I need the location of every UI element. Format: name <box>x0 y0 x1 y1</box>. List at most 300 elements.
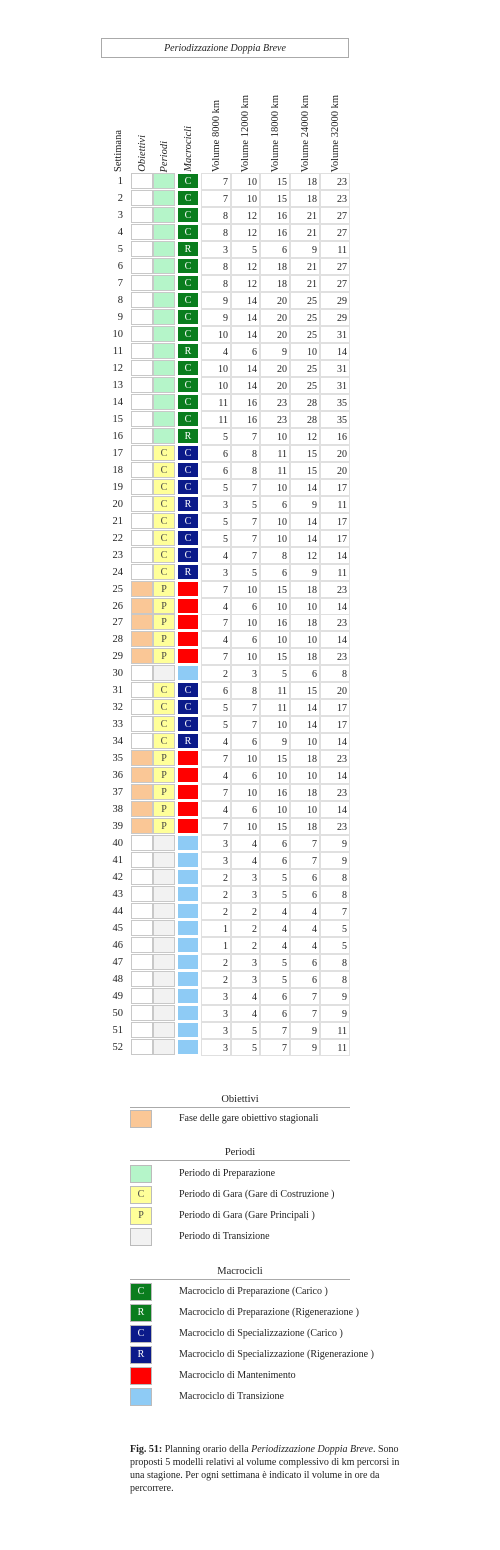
volume-cell: 17 <box>320 716 350 733</box>
volume-cell: 25 <box>290 309 320 326</box>
objective-cell <box>131 428 153 444</box>
period-cell <box>153 1039 175 1055</box>
header-volume-12000: Volume 12000 km <box>240 94 251 172</box>
volume-cell: 10 <box>290 767 320 784</box>
volume-cell: 6 <box>260 564 290 581</box>
volume-cell: 3 <box>231 954 260 971</box>
table-row <box>103 224 353 241</box>
caption-body: . Sono proposti 5 modelli relativi al volume complessivo di km percorsi in una stagione. Per ogni settimana è indicato il volume in ore da percorrere. <box>130 1444 400 1494</box>
week-number: 49 <box>112 991 123 1003</box>
volume-cell: 5 <box>260 869 290 886</box>
macrocycle-cell <box>177 971 199 987</box>
week-number: 8 <box>117 294 123 306</box>
volume-cell: 16 <box>260 784 290 801</box>
objective-cell <box>131 462 153 478</box>
table-title: Periodizzazione Doppia Breve <box>101 38 349 58</box>
volume-cell: 18 <box>290 581 320 598</box>
period-cell <box>153 173 175 189</box>
macrocycle-cell <box>177 750 199 766</box>
objective-cell <box>131 869 153 885</box>
legend-swatch: R <box>130 1346 152 1364</box>
volume-cell: 23 <box>320 581 350 598</box>
legend-item <box>130 1207 430 1225</box>
volume-cell: 25 <box>290 326 320 343</box>
volume-cell: 14 <box>290 479 320 496</box>
table-row <box>103 767 353 784</box>
period-cell <box>153 207 175 223</box>
table-row <box>103 428 353 445</box>
period-cell <box>153 309 175 325</box>
table-row <box>103 869 353 886</box>
volume-cell: 20 <box>260 326 290 343</box>
volume-cell: 7 <box>201 818 231 835</box>
table-row <box>103 190 353 207</box>
volume-cell: 4 <box>260 937 290 954</box>
table-row <box>103 971 353 988</box>
macrocycle-cell: C <box>177 462 199 478</box>
volume-cell: 21 <box>290 258 320 275</box>
volume-cell: 14 <box>320 733 350 750</box>
volume-cell: 5 <box>231 496 260 513</box>
objective-cell <box>131 784 153 800</box>
week-number: 37 <box>112 787 123 799</box>
legend-swatch: C <box>130 1186 152 1204</box>
volume-cell: 25 <box>290 377 320 394</box>
volume-cell: 18 <box>290 750 320 767</box>
objective-cell <box>131 1005 153 1021</box>
volume-cell: 11 <box>320 564 350 581</box>
volume-cell: 2 <box>201 971 231 988</box>
legend-item <box>130 1367 430 1385</box>
volume-cell: 11 <box>260 699 290 716</box>
volume-cell: 14 <box>290 716 320 733</box>
volume-cell: 3 <box>201 496 231 513</box>
legend-item <box>130 1228 430 1246</box>
volume-cell: 20 <box>320 682 350 699</box>
volume-cell: 11 <box>201 411 231 428</box>
volume-cell: 2 <box>201 869 231 886</box>
table-row <box>103 988 353 1005</box>
volume-cell: 25 <box>290 360 320 377</box>
table-row <box>103 564 353 581</box>
table-row <box>103 733 353 750</box>
period-cell: P <box>153 598 175 614</box>
volume-cell: 16 <box>231 411 260 428</box>
table-row <box>103 411 353 428</box>
legend-swatch: R <box>130 1304 152 1322</box>
period-cell: C <box>153 513 175 529</box>
volume-cell: 10 <box>260 530 290 547</box>
macrocycle-cell <box>177 598 199 614</box>
period-cell: P <box>153 801 175 817</box>
period-cell: P <box>153 648 175 664</box>
table-row <box>103 954 353 971</box>
macrocycle-cell: C <box>177 682 199 698</box>
volume-cell: 6 <box>231 631 260 648</box>
volume-cell: 7 <box>201 648 231 665</box>
objective-cell <box>131 581 153 597</box>
table-row <box>103 360 353 377</box>
volume-cell: 4 <box>201 631 231 648</box>
week-number: 12 <box>112 362 123 374</box>
volume-cell: 6 <box>260 835 290 852</box>
volume-cell: 6 <box>231 598 260 615</box>
volume-cell: 10 <box>231 648 260 665</box>
legend-item <box>130 1304 430 1322</box>
volume-cell: 3 <box>201 852 231 869</box>
volume-cell: 18 <box>290 648 320 665</box>
macrocycle-cell: C <box>177 309 199 325</box>
week-number: 48 <box>112 974 123 986</box>
volume-cell: 7 <box>231 716 260 733</box>
macrocycle-cell: R <box>177 733 199 749</box>
volume-cell: 8 <box>231 445 260 462</box>
week-number: 34 <box>112 736 123 748</box>
table-row <box>103 716 353 733</box>
period-cell <box>153 275 175 291</box>
legend-macro-title: Macrocicli <box>130 1266 350 1280</box>
period-cell <box>153 665 175 681</box>
week-number: 10 <box>112 328 123 340</box>
table-row <box>103 920 353 937</box>
period-cell: P <box>153 631 175 647</box>
volume-cell: 31 <box>320 326 350 343</box>
period-cell <box>153 411 175 427</box>
volume-cell: 10 <box>231 614 260 631</box>
legend-item <box>130 1186 430 1204</box>
table-row <box>103 530 353 547</box>
volume-cell: 5 <box>231 241 260 258</box>
macrocycle-cell: C <box>177 258 199 274</box>
header-volume-8000: Volume 8000 km <box>210 99 222 172</box>
objective-cell <box>131 682 153 698</box>
period-cell: C <box>153 462 175 478</box>
volume-cell: 5 <box>320 937 350 954</box>
table-row <box>103 1039 353 1056</box>
volume-cell: 2 <box>201 886 231 903</box>
legend-text: Macrociclo di Specializzazione (Rigenerazione ) <box>179 1349 374 1360</box>
period-cell: C <box>153 733 175 749</box>
period-cell: C <box>153 547 175 563</box>
table-row <box>103 309 353 326</box>
volume-cell: 10 <box>201 377 231 394</box>
volume-cell: 7 <box>231 428 260 445</box>
macrocycle-cell: C <box>177 377 199 393</box>
volume-cell: 14 <box>290 699 320 716</box>
objective-cell <box>131 750 153 766</box>
week-number: 45 <box>112 923 123 935</box>
volume-cell: 11 <box>201 394 231 411</box>
table-row <box>103 241 353 258</box>
table-row <box>103 903 353 920</box>
volume-cell: 7 <box>290 852 320 869</box>
week-number: 25 <box>112 583 123 595</box>
objective-cell <box>131 903 153 919</box>
volume-cell: 23 <box>320 190 350 207</box>
volume-cell: 11 <box>260 445 290 462</box>
week-number: 17 <box>112 447 123 459</box>
volume-cell: 4 <box>201 733 231 750</box>
objective-cell <box>131 988 153 1004</box>
volume-cell: 23 <box>320 818 350 835</box>
macrocycle-cell: R <box>177 428 199 444</box>
week-number: 14 <box>112 396 123 408</box>
volume-cell: 31 <box>320 377 350 394</box>
objective-cell <box>131 852 153 868</box>
volume-cell: 5 <box>231 1022 260 1039</box>
volume-cell: 10 <box>290 733 320 750</box>
volume-cell: 15 <box>260 581 290 598</box>
volume-cell: 8 <box>320 954 350 971</box>
week-number: 38 <box>112 804 123 816</box>
volume-cell: 11 <box>320 1022 350 1039</box>
macrocycle-cell <box>177 614 199 630</box>
objective-cell <box>131 716 153 732</box>
volume-cell: 6 <box>260 496 290 513</box>
objective-cell <box>131 598 153 614</box>
volume-cell: 1 <box>201 920 231 937</box>
objective-cell <box>131 207 153 223</box>
week-number: 16 <box>112 430 123 442</box>
volume-cell: 14 <box>231 326 260 343</box>
volume-cell: 5 <box>201 699 231 716</box>
volume-cell: 12 <box>231 275 260 292</box>
legend-text: Periodo di Gara (Gare di Costruzione ) <box>179 1189 335 1200</box>
volume-cell: 31 <box>320 360 350 377</box>
volume-cell: 23 <box>320 750 350 767</box>
volume-cell: 2 <box>201 903 231 920</box>
macrocycle-cell: C <box>177 224 199 240</box>
volume-cell: 15 <box>290 445 320 462</box>
volume-cell: 14 <box>320 343 350 360</box>
volume-cell: 3 <box>231 665 260 682</box>
volume-cell: 11 <box>260 682 290 699</box>
objective-cell <box>131 173 153 189</box>
macrocycle-cell: C <box>177 530 199 546</box>
volume-cell: 14 <box>320 767 350 784</box>
volume-cell: 6 <box>290 886 320 903</box>
volume-cell: 3 <box>201 1005 231 1022</box>
table-row <box>103 682 353 699</box>
volume-cell: 7 <box>290 1005 320 1022</box>
objective-cell <box>131 767 153 783</box>
volume-cell: 9 <box>320 1005 350 1022</box>
week-number: 11 <box>112 345 123 357</box>
period-cell: C <box>153 496 175 512</box>
macrocycle-cell: C <box>177 275 199 291</box>
macrocycle-cell <box>177 818 199 834</box>
volume-cell: 12 <box>231 224 260 241</box>
macrocycle-cell: R <box>177 496 199 512</box>
objective-cell <box>131 564 153 580</box>
volume-cell: 8 <box>231 462 260 479</box>
volume-cell: 8 <box>320 886 350 903</box>
table-row <box>103 479 353 496</box>
macrocycle-cell <box>177 784 199 800</box>
volume-cell: 12 <box>290 428 320 445</box>
volume-cell: 8 <box>201 275 231 292</box>
volume-cell: 7 <box>260 1039 290 1056</box>
volume-cell: 7 <box>290 988 320 1005</box>
macrocycle-cell: R <box>177 564 199 580</box>
table-row <box>103 648 353 665</box>
table-row <box>103 581 353 598</box>
volume-cell: 11 <box>320 1039 350 1056</box>
macrocycle-cell: R <box>177 241 199 257</box>
volume-cell: 5 <box>201 479 231 496</box>
figure-caption <box>130 1443 400 1495</box>
volume-cell: 9 <box>320 988 350 1005</box>
volume-cell: 5 <box>201 513 231 530</box>
macrocycle-cell: C <box>177 411 199 427</box>
volume-cell: 27 <box>320 275 350 292</box>
period-cell: C <box>153 699 175 715</box>
week-number: 7 <box>117 277 123 289</box>
period-cell <box>153 190 175 206</box>
table-row <box>103 326 353 343</box>
table-row <box>103 750 353 767</box>
volume-cell: 4 <box>231 1005 260 1022</box>
macrocycle-cell <box>177 920 199 936</box>
volume-cell: 4 <box>201 598 231 615</box>
table-row <box>103 631 353 648</box>
period-cell <box>153 394 175 410</box>
macrocycle-cell: C <box>177 716 199 732</box>
legend-swatch: C <box>130 1325 152 1343</box>
period-cell <box>153 377 175 393</box>
period-cell <box>153 360 175 376</box>
macrocycle-cell: C <box>177 190 199 206</box>
period-cell <box>153 954 175 970</box>
volume-cell: 10 <box>260 767 290 784</box>
week-number: 41 <box>112 855 123 867</box>
volume-cell: 4 <box>231 835 260 852</box>
volume-cell: 6 <box>231 767 260 784</box>
week-number: 33 <box>112 719 123 731</box>
volume-cell: 8 <box>320 869 350 886</box>
volume-cell: 9 <box>290 496 320 513</box>
week-number: 35 <box>112 753 123 765</box>
macrocycle-cell <box>177 954 199 970</box>
volume-cell: 4 <box>201 343 231 360</box>
volume-cell: 10 <box>201 326 231 343</box>
macrocycle-cell <box>177 937 199 953</box>
period-cell: P <box>153 784 175 800</box>
volume-cell: 5 <box>201 530 231 547</box>
macrocycle-cell: C <box>177 394 199 410</box>
volume-cell: 9 <box>290 564 320 581</box>
volume-cell: 18 <box>290 173 320 190</box>
volume-cell: 7 <box>231 530 260 547</box>
volume-cell: 16 <box>260 614 290 631</box>
period-cell <box>153 835 175 851</box>
macrocycle-cell <box>177 581 199 597</box>
volume-cell: 6 <box>260 1005 290 1022</box>
period-cell <box>153 343 175 359</box>
volume-cell: 7 <box>201 173 231 190</box>
legend-item <box>130 1165 430 1183</box>
volume-cell: 28 <box>290 411 320 428</box>
header-volume-24000: Volume 24000 km <box>299 94 311 172</box>
objective-cell <box>131 818 153 834</box>
volume-cell: 6 <box>260 241 290 258</box>
volume-cell: 11 <box>260 462 290 479</box>
volume-cell: 6 <box>201 445 231 462</box>
table-row <box>103 462 353 479</box>
objective-cell <box>131 479 153 495</box>
macrocycle-cell <box>177 801 199 817</box>
week-number: 44 <box>112 906 123 918</box>
legend-text: Fase delle gare obiettivo stagionali <box>179 1113 319 1124</box>
volume-cell: 18 <box>290 190 320 207</box>
caption-label: Fig. 51: <box>130 1444 163 1455</box>
week-number: 28 <box>112 634 123 646</box>
volume-cell: 6 <box>260 988 290 1005</box>
volume-cell: 5 <box>260 954 290 971</box>
volume-cell: 6 <box>201 462 231 479</box>
macrocycle-cell: C <box>177 207 199 223</box>
volume-cell: 10 <box>260 428 290 445</box>
volume-cell: 7 <box>201 190 231 207</box>
volume-cell: 20 <box>260 377 290 394</box>
week-number: 50 <box>112 1008 123 1020</box>
objective-cell <box>131 530 153 546</box>
macrocycle-cell <box>177 665 199 681</box>
volume-cell: 15 <box>260 818 290 835</box>
table-row <box>103 818 353 835</box>
volume-cell: 10 <box>260 479 290 496</box>
volume-cell: 17 <box>320 479 350 496</box>
macrocycle-cell: C <box>177 513 199 529</box>
legend-swatch <box>130 1110 152 1128</box>
volume-cell: 18 <box>260 258 290 275</box>
macrocycle-cell <box>177 1022 199 1038</box>
volume-cell: 10 <box>231 173 260 190</box>
objective-cell <box>131 801 153 817</box>
period-cell: C <box>153 530 175 546</box>
volume-cell: 18 <box>290 784 320 801</box>
volume-cell: 7 <box>231 699 260 716</box>
volume-cell: 10 <box>260 801 290 818</box>
period-cell <box>153 224 175 240</box>
volume-cell: 4 <box>201 801 231 818</box>
volume-cell: 20 <box>320 462 350 479</box>
volume-cell: 18 <box>290 818 320 835</box>
volume-cell: 6 <box>201 682 231 699</box>
volume-cell: 3 <box>201 1039 231 1056</box>
objective-cell <box>131 275 153 291</box>
objective-cell <box>131 971 153 987</box>
volume-cell: 12 <box>231 258 260 275</box>
volume-cell: 8 <box>320 665 350 682</box>
macrocycle-cell: C <box>177 547 199 563</box>
volume-cell: 6 <box>231 801 260 818</box>
period-cell: P <box>153 818 175 834</box>
objective-cell <box>131 614 153 630</box>
objective-cell <box>131 411 153 427</box>
week-number: 15 <box>112 413 123 425</box>
week-number: 23 <box>112 549 123 561</box>
period-cell <box>153 1005 175 1021</box>
macrocycle-cell <box>177 988 199 1004</box>
volume-cell: 10 <box>260 598 290 615</box>
period-cell <box>153 428 175 444</box>
volume-cell: 10 <box>290 801 320 818</box>
period-cell <box>153 971 175 987</box>
volume-cell: 7 <box>201 750 231 767</box>
table-row <box>103 275 353 292</box>
volume-cell: 16 <box>231 394 260 411</box>
